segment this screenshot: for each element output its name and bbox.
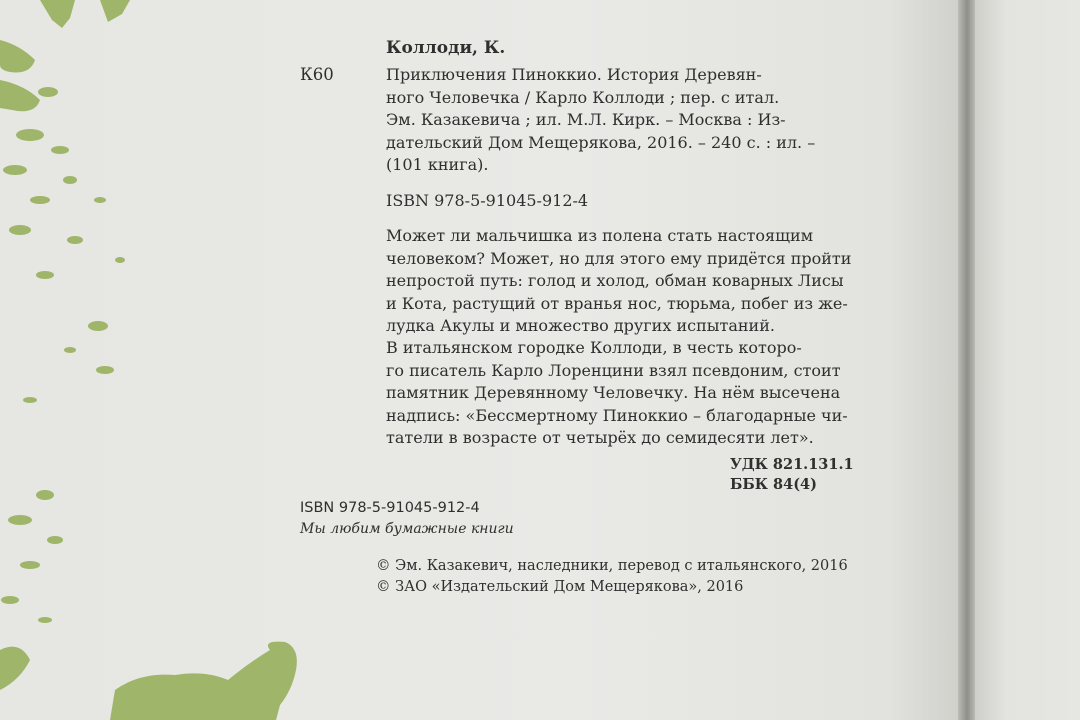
bibliographic-line: (101 книга). [386,155,489,174]
author-heading: Коллоди, К. [386,38,506,58]
annotation-line: памятник Деревянному Человечку. На нём высечена [386,383,841,402]
annotation-line: В итальянском городке Коллоди, в честь которо- [386,338,802,357]
bibliographic-line: дательский Дом Мещерякова, 2016. – 240 с. : ил. – [386,132,816,152]
illustration-figure-bottom [110,642,297,720]
bibliographic-line: ного Человечка / Карло Коллоди ; пер. с итал. [386,87,780,107]
isbn-footer: ISBN 978-5-91045-912-4 [300,500,480,516]
copyright-translation: © Эм. Казакевич, наследники, перевод с итальянского, 2016 [376,558,848,574]
publisher-slogan: Мы любим бумажные книги [300,521,514,537]
facing-page [975,0,1080,720]
bbk-code: ББК 84(4) [730,476,818,493]
annotation-paragraph-2 [386,337,848,450]
annotation-line: татели в возрасте от четырёх до семидесяти лет». [386,428,814,447]
bibliographic-record [386,64,815,177]
copyright-publisher: © ЗАО «Издательский Дом Мещерякова», 2016 [376,579,744,595]
udk-code: УДК 821.131.1 [730,456,854,473]
green-illustration [0,0,300,720]
annotation-line: человеком? Может, но для этого ему придётся пройти [386,248,852,268]
isbn-main: ISBN 978-5-91045-912-4 [386,191,589,210]
annotation-line: надпись: «Бессмертному Пиноккио – благодарные чи- [386,405,848,425]
annotation-line: и Кота, растущий от вранья нос, тюрьма, побег из же- [386,293,848,313]
annotation-line: лудка Акулы и множество других испытаний. [386,316,775,335]
bibliographic-line: Приключения Пиноккио. История Деревян- [386,65,762,84]
annotation-line: го писатель Карло Лоренцини взял псевдоним, стоит [386,360,841,380]
annotation-line: непростой путь: голод и холод, обман коварных Лисы [386,271,844,290]
author-code: К60 [300,65,334,84]
illustration-branch-top [40,0,75,28]
bibliographic-line: Эм. Казакевича ; ил. М.Л. Кирк. – Москва : Из- [386,110,786,129]
annotation-line: Может ли мальчишка из полена стать настоящим [386,226,814,245]
annotation-paragraph-1 [386,225,851,338]
